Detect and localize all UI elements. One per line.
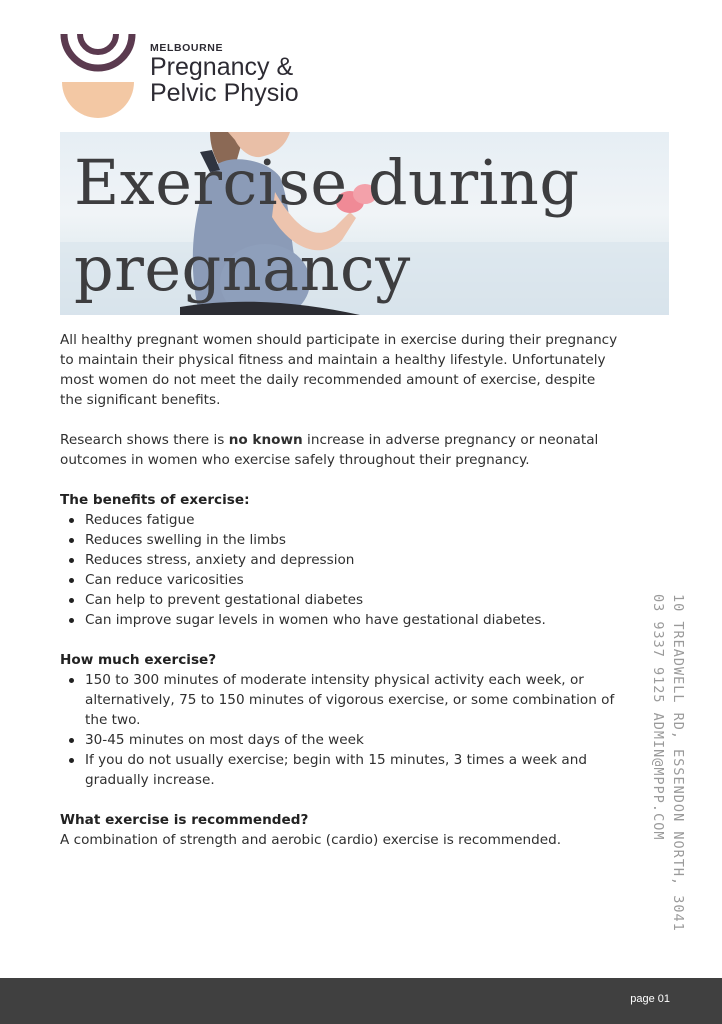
list-item: Reduces stress, anxiety and depression bbox=[69, 550, 620, 570]
logo-line-2: Pelvic Physio bbox=[150, 79, 299, 107]
contact-phone-email: 03 9337 9125 ADMIN@MPPP.COM bbox=[650, 594, 666, 841]
research-text-start: Research shows there is bbox=[60, 432, 229, 448]
research-paragraph bbox=[60, 430, 620, 470]
recommended-text: A combination of strength and aerobic (cardio) exercise is recommended. bbox=[60, 832, 562, 848]
page-title-line-2: pregnancy bbox=[74, 232, 411, 305]
list-item: Can help to prevent gestational diabetes bbox=[69, 590, 620, 610]
contact-address: 10 TREADWELL RD, ESSENDON NORTH, 3041 bbox=[670, 594, 686, 932]
intro-paragraph: All healthy pregnant women should participate in exercise during their pregnancy to maintain their physical fitness and maintain a healthy lifestyle. Unfortunately most women do not meet the daily recommended amount of exercise, despite the significant benefits. bbox=[60, 332, 618, 408]
list-item: If you do not usually exercise; begin with 15 minutes, 3 times a week and gradually increase. bbox=[69, 750, 620, 790]
footer-bar bbox=[0, 978, 722, 1024]
list-item: 150 to 300 minutes of moderate intensity physical activity each week, or alternatively, 75 to 150 minutes of vigorous exercise, or some combination of the two. bbox=[69, 670, 620, 730]
logo-wordmark bbox=[150, 42, 299, 106]
page-title bbox=[74, 140, 580, 312]
benefits-heading: The benefits of exercise: bbox=[60, 492, 250, 508]
recommended-heading: What exercise is recommended? bbox=[60, 812, 309, 828]
main-content bbox=[60, 330, 620, 850]
how-much-list bbox=[60, 670, 620, 790]
contact-details bbox=[648, 594, 688, 954]
list-item: Can reduce varicosities bbox=[69, 570, 620, 590]
page-number: page 01 bbox=[630, 993, 670, 1005]
list-item: Reduces swelling in the limbs bbox=[69, 530, 620, 550]
list-item: Can improve sugar levels in women who have gestational diabetes. bbox=[69, 610, 620, 630]
hero-banner bbox=[60, 132, 669, 315]
logo bbox=[60, 34, 330, 120]
research-text-bold: no known bbox=[228, 432, 303, 448]
logo-mark-icon bbox=[60, 34, 136, 120]
benefits-list bbox=[60, 510, 620, 630]
list-item: 30-45 minutes on most days of the week bbox=[69, 730, 620, 750]
logo-line-1: Pregnancy & bbox=[150, 53, 294, 81]
how-much-heading: How much exercise? bbox=[60, 652, 217, 668]
logo-small-text: MELBOURNE bbox=[150, 42, 224, 54]
list-item: Reduces fatigue bbox=[69, 510, 620, 530]
page-title-line-1: Exercise during bbox=[74, 146, 580, 219]
research-text-end: increase in adverse pregnancy or neonatal outcomes in women who exercise safely throughout their pregnancy. bbox=[60, 432, 599, 468]
